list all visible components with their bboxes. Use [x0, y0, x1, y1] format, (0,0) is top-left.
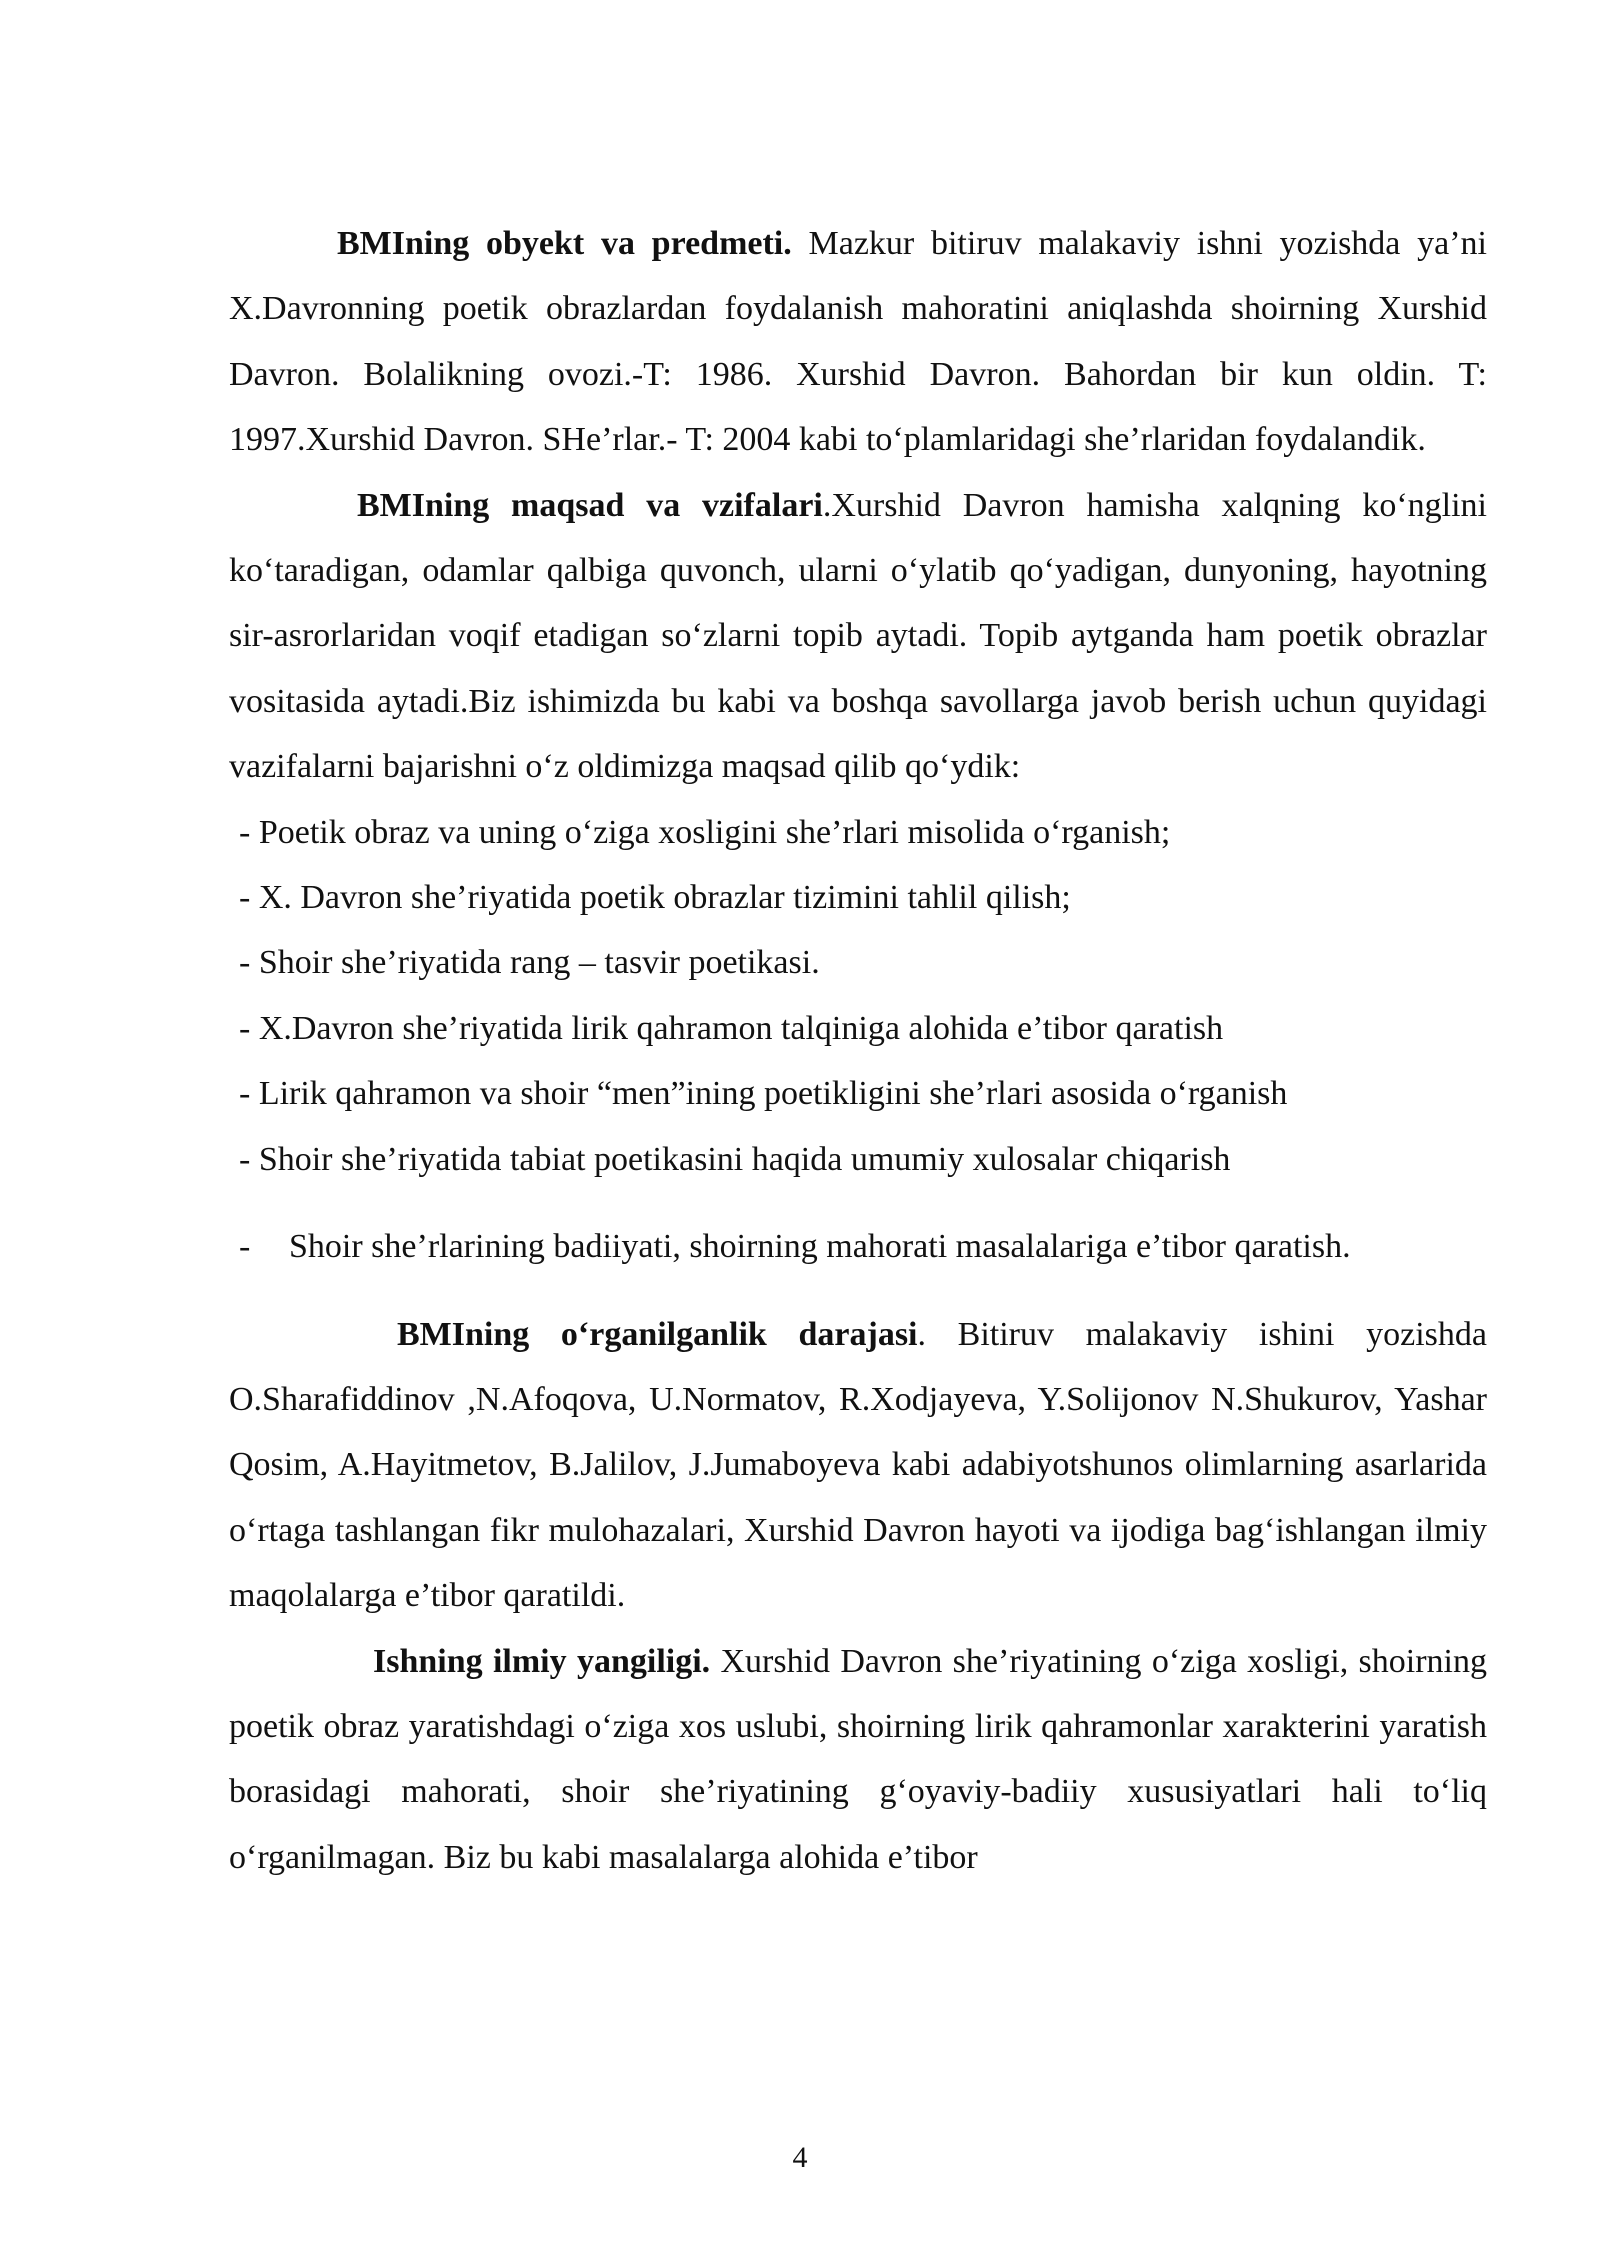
list-item: - X. Davron she’riyatida poetik obrazlar tizimini tahlil qilish;: [239, 879, 1071, 917]
list-dash: -: [239, 1228, 251, 1266]
document-body: [229, 211, 1487, 1890]
heading-study: BMIning o‘rganilganlik darajasi: [397, 1315, 918, 1353]
list-item-last: [229, 1214, 1487, 1279]
list-item: - Shoir she’riyatida rang – tasvir poetikasi.: [239, 944, 820, 982]
paragraph-object: [229, 211, 1487, 473]
list-item: - Poetik obraz va uning o‘ziga xosligini she’rlari misolida o‘rganish;: [239, 813, 1171, 851]
paragraph-novelty: [229, 1629, 1487, 1891]
page-number: 4: [792, 2141, 808, 2174]
heading-goals: BMIning maqsad va vzifalari: [357, 486, 823, 524]
heading-object: BMIning obyekt va predmeti.: [337, 225, 792, 262]
list-item: - Lirik qahramon va shoir “men”ining poetikligini she’rlari asosida o‘rganish: [239, 1075, 1288, 1113]
paragraph-study: [229, 1302, 1487, 1629]
text-study: . Bitiruv malakaviy ishini yozishda O.Sharafiddinov ,N.Afoqova, U.Normatov, R.Xodjayeva, Y.Solijonov N.Shukurov, Yashar Qosim, A.Hayitmetov, B.Jalilov, J.Jumaboyeva kabi adabiyotshunos olimlarning asarlarida o‘rtaga tashlangan fikr mulohazalari, Xurshid Davron hayoti va ijodiga bag‘ishlangan ilmiy maqolalarga e’tibor qaratildi.: [229, 1315, 1487, 1615]
heading-novelty: Ishning ilmiy yangiligi.: [373, 1642, 711, 1680]
list-item: - Shoir she’riyatida tabiat poetikasini haqida umumiy xulosalar chiqarish: [239, 1140, 1231, 1178]
text-goals: .Xurshid Davron hamisha xalqning ko‘nglini ko‘taradigan, odamlar qalbiga quvonch, ularni o‘ylatib qo‘yadigan, dunyoning, hayotning sir-asrorlaridan voqif etadigan so‘zlarni topib aytadi. Topib aytganda ham poetik obrazlar vositasida aytadi.Biz ishimizda bu kabi va boshqa savollarga javob berish uchun quyidagi vazifalarni bajarishni o‘z oldimizga maqsad qilib qo‘ydik:: [229, 486, 1487, 786]
paragraph-goals: [229, 473, 1487, 800]
text-object: Mazkur bitiruv malakaviy ishni yozishda ya’ni X.Davronning poetik obrazlardan foydalanish mahoratini aniqlashda shoirning Xurshid Davron. Bolalikning ovozi.-T: 1986. Xurshid Davron. Bahordan bir kun oldin. T: 1997.Xurshid Davron. SHe’rlar.- T: 2004 kabi to‘plamlaridagi she’rlaridan foydalandik.: [229, 225, 1487, 459]
text-novelty: Xurshid Davron she’riyatining o‘ziga xosligi, shoirning poetik obraz yaratishdagi o‘ziga xos uslubi, shoirning lirik qahramonlar xarakterini yaratish borasidagi mahorati, shoir she’riyatining g‘oyaviy-badiiy xususiyatlari hali to‘liq o‘rganilmagan. Biz bu kabi masalalarga alohida e’tibor: [229, 1642, 1487, 1876]
list-item-text: Shoir she’rlarining badiiyati, shoirning mahorati masalalariga e’tibor qaratish.: [289, 1228, 1351, 1266]
list-item: - X.Davron she’riyatida lirik qahramon talqiniga alohida e’tibor qaratish: [239, 1009, 1224, 1047]
task-list: [229, 800, 1487, 1280]
